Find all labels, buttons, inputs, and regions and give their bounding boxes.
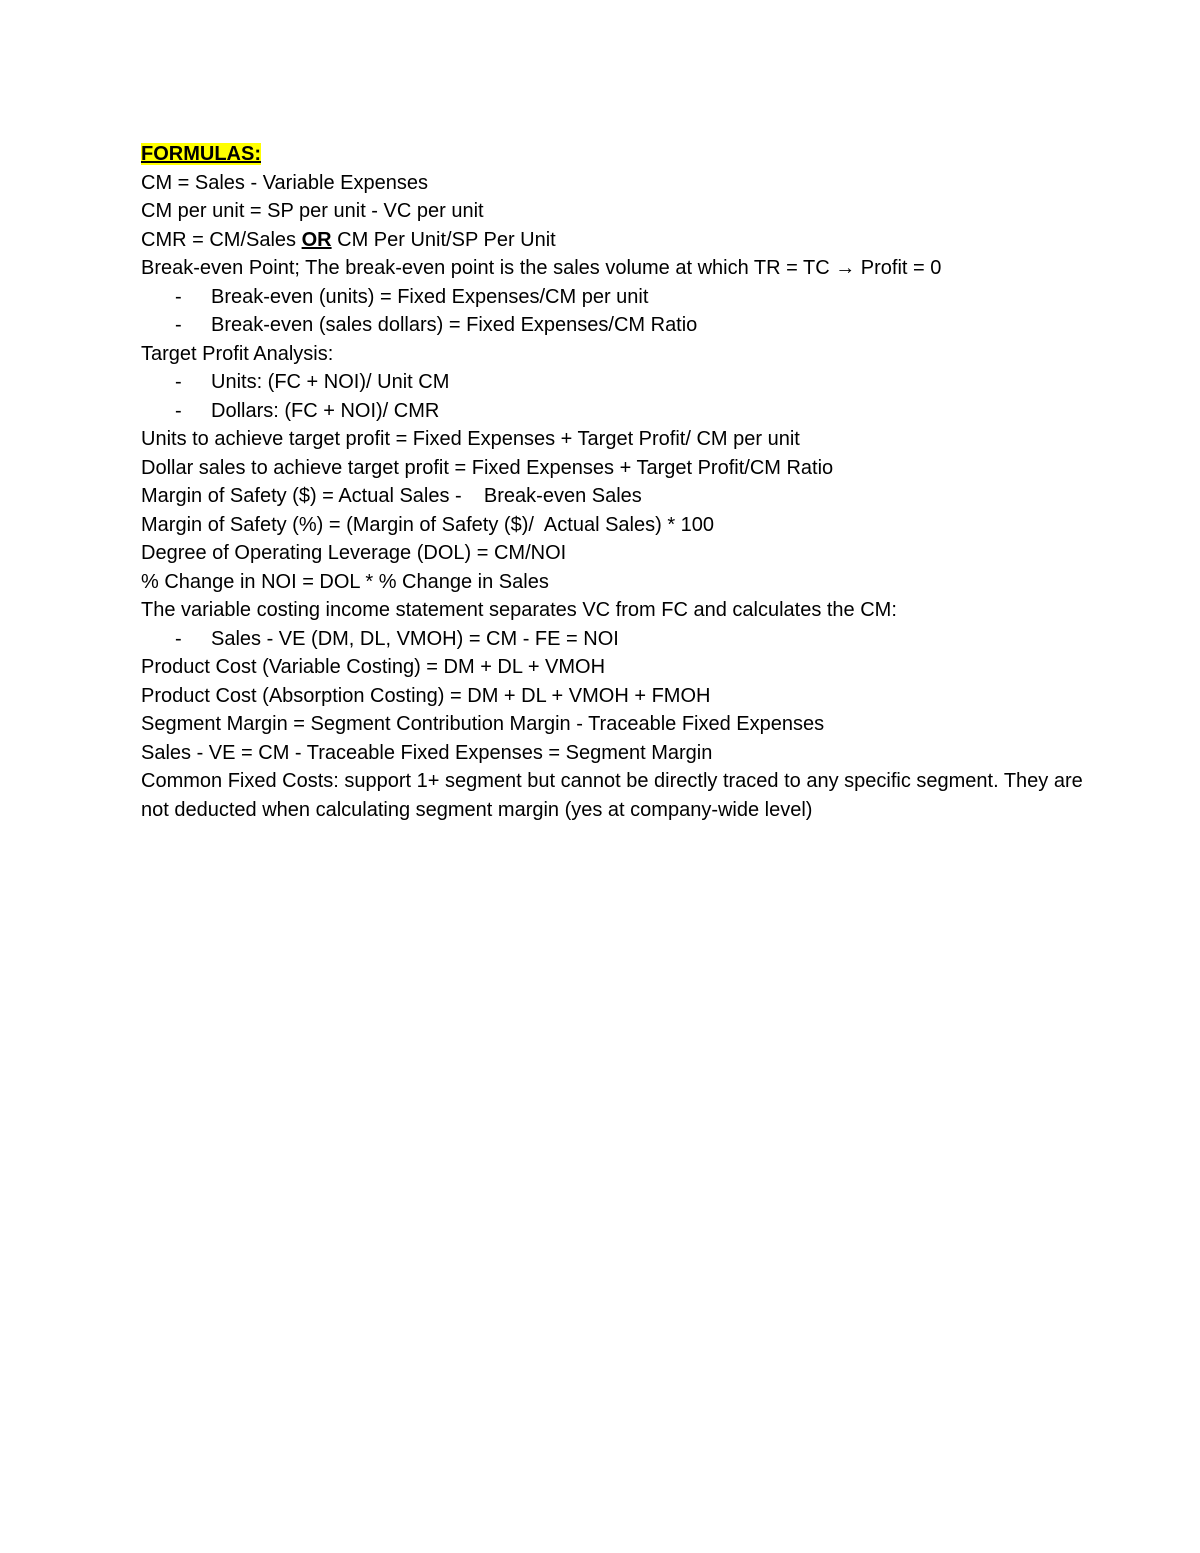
formula-cm-per-unit: CM per unit = SP per unit - VC per unit <box>141 200 484 222</box>
formula-units-target: Units to achieve target profit = Fixed Expenses + Target Profit/ CM per unit <box>141 428 800 450</box>
formula-mos-percent: Margin of Safety (%) = (Margin of Safety ($)/ Actual Sales) * 100 <box>141 513 715 536</box>
bullet-dash: - <box>175 371 182 393</box>
formulas-heading: FORMULAS: <box>141 143 261 165</box>
bullet-text: Units: (FC + NOI)/ Unit CM <box>211 371 450 393</box>
formula-cm: CM = Sales - Variable Expenses <box>141 171 428 194</box>
bullet-dash: - <box>175 314 182 336</box>
bullet-text: Dollars: (FC + NOI)/ CMR <box>211 399 440 422</box>
formula-dollar-target: Dollar sales to achieve target profit = Fixed Expenses + Target Profit/CM Ratio <box>141 456 834 479</box>
bullet-text: Break-even (units) = Fixed Expenses/CM per unit <box>211 285 649 308</box>
bullet-text: Sales - VE (DM, DL, VMOH) = CM - FE = NOI <box>211 627 619 650</box>
formula-variable-costing: The variable costing income statement separates VC from FC and calculates the CM: <box>141 599 897 621</box>
formula-segment-margin: Segment Margin = Segment Contribution Margin - Traceable Fixed Expenses <box>141 713 825 735</box>
formula-product-cost-absorption: Product Cost (Absorption Costing) = DM + DL + VMOH + FMOH <box>141 684 711 707</box>
formula-cmr-or: OR <box>301 228 332 251</box>
formula-cmr-part1: CMR = CM/Sales <box>141 228 302 251</box>
bullet-dash: - <box>175 285 182 308</box>
formula-break-even: Break-even Point; The break-even point is the sales volume at which TR = TC → Profit = 0 <box>141 257 942 279</box>
bullet-target-dollars <box>141 397 1101 426</box>
formula-change-noi: % Change in NOI = DOL * % Change in Sales <box>141 570 549 593</box>
target-profit-label: Target Profit Analysis: <box>141 342 334 365</box>
formula-cmr <box>141 226 1101 255</box>
bullet-break-even-sales <box>141 311 1101 340</box>
formula-dol: Degree of Operating Leverage (DOL) = CM/NOI <box>141 542 567 564</box>
bullet-dash: - <box>175 399 182 422</box>
formula-cmr-part2: CM Per Unit/SP Per Unit <box>331 228 556 251</box>
bullet-dash: - <box>175 627 182 650</box>
formula-product-cost-variable: Product Cost (Variable Costing) = DM + DL + VMOH <box>141 656 606 678</box>
bullet-break-even-units <box>141 283 1101 312</box>
formula-notes <box>141 140 1101 824</box>
bullet-text: Break-even (sales dollars) = Fixed Expenses/CM Ratio <box>211 314 698 336</box>
formula-mos-dollars: Margin of Safety ($) = Actual Sales - Break-even Sales <box>141 485 642 507</box>
heading-line <box>141 140 1101 169</box>
bullet-variable-costing-formula <box>141 625 1101 654</box>
bullet-target-units <box>141 368 1101 397</box>
formula-segment: Sales - VE = CM - Traceable Fixed Expenses = Segment Margin <box>141 741 713 764</box>
common-fixed-costs-note: Common Fixed Costs: support 1+ segment but cannot be directly traced to any specific segment. They are not deducted when calculating segment margin (yes at company-wide level) <box>141 770 1083 821</box>
